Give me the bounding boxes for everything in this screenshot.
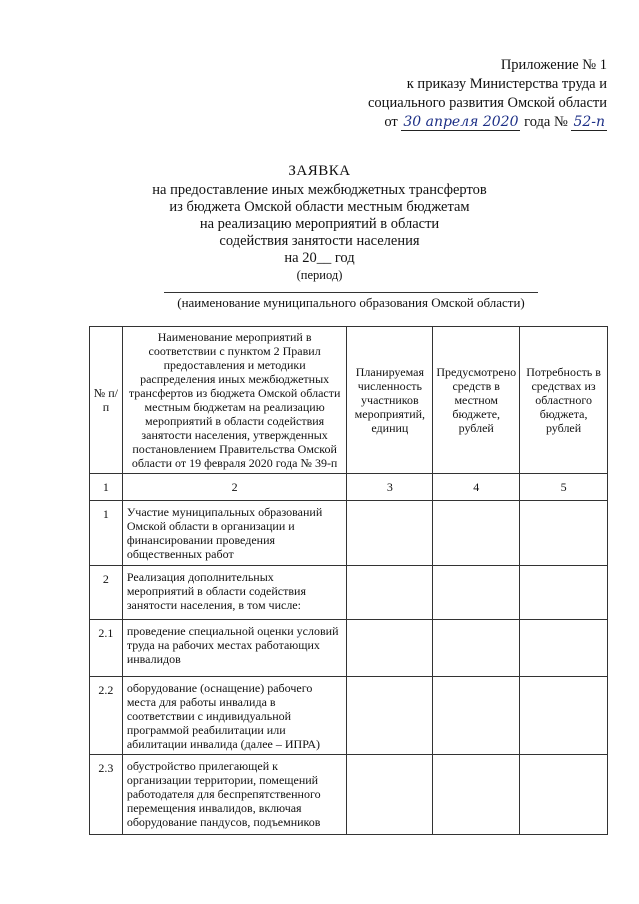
row-activity-name: оборудование (оснащение) рабочего места для работы инвалида в соответствии с индивидуальной программой реабилитации или абилитации инвалида (далее – ИПРА): [122, 677, 347, 755]
row-activity-name: обустройство прилегающей к организации территории, помещений работодателя для беспрепятственного перемещения инвалидов, включая оборудование пандусов, подъемников: [122, 755, 347, 835]
table-row: [90, 566, 608, 620]
appendix-title: Приложение № 1: [500, 57, 607, 73]
row-activity-name: Реализация дополнительных мероприятий в области содействия занятости населения, в том числе:: [122, 566, 347, 620]
header-number: № п/п: [90, 327, 123, 474]
header-local-budget: Предусмотрено средств в местном бюджете, рублей: [433, 327, 520, 474]
handwritten-order-number: 52-п: [573, 114, 605, 130]
column-index-cell: 1: [90, 474, 123, 501]
cell-regional-budget-need: [520, 677, 608, 755]
column-index-row: [90, 474, 608, 501]
title-line-4: содействия занятости населения: [219, 233, 420, 249]
from-label: от: [384, 114, 398, 130]
document-title-block: [0, 163, 639, 284]
handwritten-date: 30 апреля 2020: [403, 114, 519, 130]
header-regional-budget-need: Потребность в средствах из областного бюджета, рублей: [520, 327, 608, 474]
cell-planned-participants: [347, 677, 433, 755]
table-row: [90, 755, 608, 835]
header-activity-name: Наименование мероприятий в соответствии с пунктом 2 Правил предоставления и методики распределения иных межбюджетных трансфертов из бюджета Омской области местным бюджетам на реализацию мероприятий в области содействия занятости населения, утвержденных постановлением Правительства Омской области от 19 февраля 2020 года № 39-п: [122, 327, 347, 474]
title-period: (период): [296, 268, 343, 282]
cell-local-budget: [433, 677, 520, 755]
municipality-caption: (наименование муниципального образования Омской области): [164, 292, 538, 311]
cell-regional-budget-need: [520, 755, 608, 835]
cell-regional-budget-need: [520, 501, 608, 566]
title-line-3: на реализацию мероприятий в области: [199, 216, 440, 232]
row-activity-name: проведение специальной оценки условий труда на рабочих местах работающих инвалидов: [122, 620, 347, 677]
appendix-order-date-line: [368, 113, 607, 132]
appendix-header: [368, 56, 607, 132]
cell-planned-participants: [347, 755, 433, 835]
cell-local-budget: [433, 620, 520, 677]
table-row: [90, 677, 608, 755]
cell-planned-participants: [347, 620, 433, 677]
table-row: [90, 620, 608, 677]
title-line-1: на предоставление иных межбюджетных трансфертов: [152, 182, 487, 198]
row-activity-name: Участие муниципальных образований Омской области в организации и финансировании проведения общественных работ: [122, 501, 347, 566]
cell-planned-participants: [347, 501, 433, 566]
document-title: ЗАЯВКА: [288, 163, 351, 179]
table-row: [90, 501, 608, 566]
cell-regional-budget-need: [520, 566, 608, 620]
title-line-2: из бюджета Омской области местным бюджетам: [169, 199, 470, 215]
year-label: года №: [524, 114, 568, 130]
row-number: 2.1: [90, 620, 123, 677]
title-year: на 20__ год: [284, 250, 355, 266]
table-header-row: [90, 327, 608, 474]
appendix-ministry: социального развития Омской области: [368, 95, 607, 111]
column-index-cell: 4: [433, 474, 520, 501]
column-index-cell: 3: [347, 474, 433, 501]
cell-local-budget: [433, 501, 520, 566]
column-index-cell: 2: [122, 474, 347, 501]
column-index-cell: 5: [520, 474, 608, 501]
cell-planned-participants: [347, 566, 433, 620]
row-number: 1: [90, 501, 123, 566]
row-number: 2.3: [90, 755, 123, 835]
header-planned-participants: Планируемая численность участников мероприятий, единиц: [347, 327, 433, 474]
cell-local-budget: [433, 566, 520, 620]
row-number: 2.2: [90, 677, 123, 755]
row-number: 2: [90, 566, 123, 620]
appendix-order-ref: к приказу Министерства труда и: [406, 76, 607, 92]
cell-regional-budget-need: [520, 620, 608, 677]
cell-local-budget: [433, 755, 520, 835]
request-table: [89, 326, 608, 835]
